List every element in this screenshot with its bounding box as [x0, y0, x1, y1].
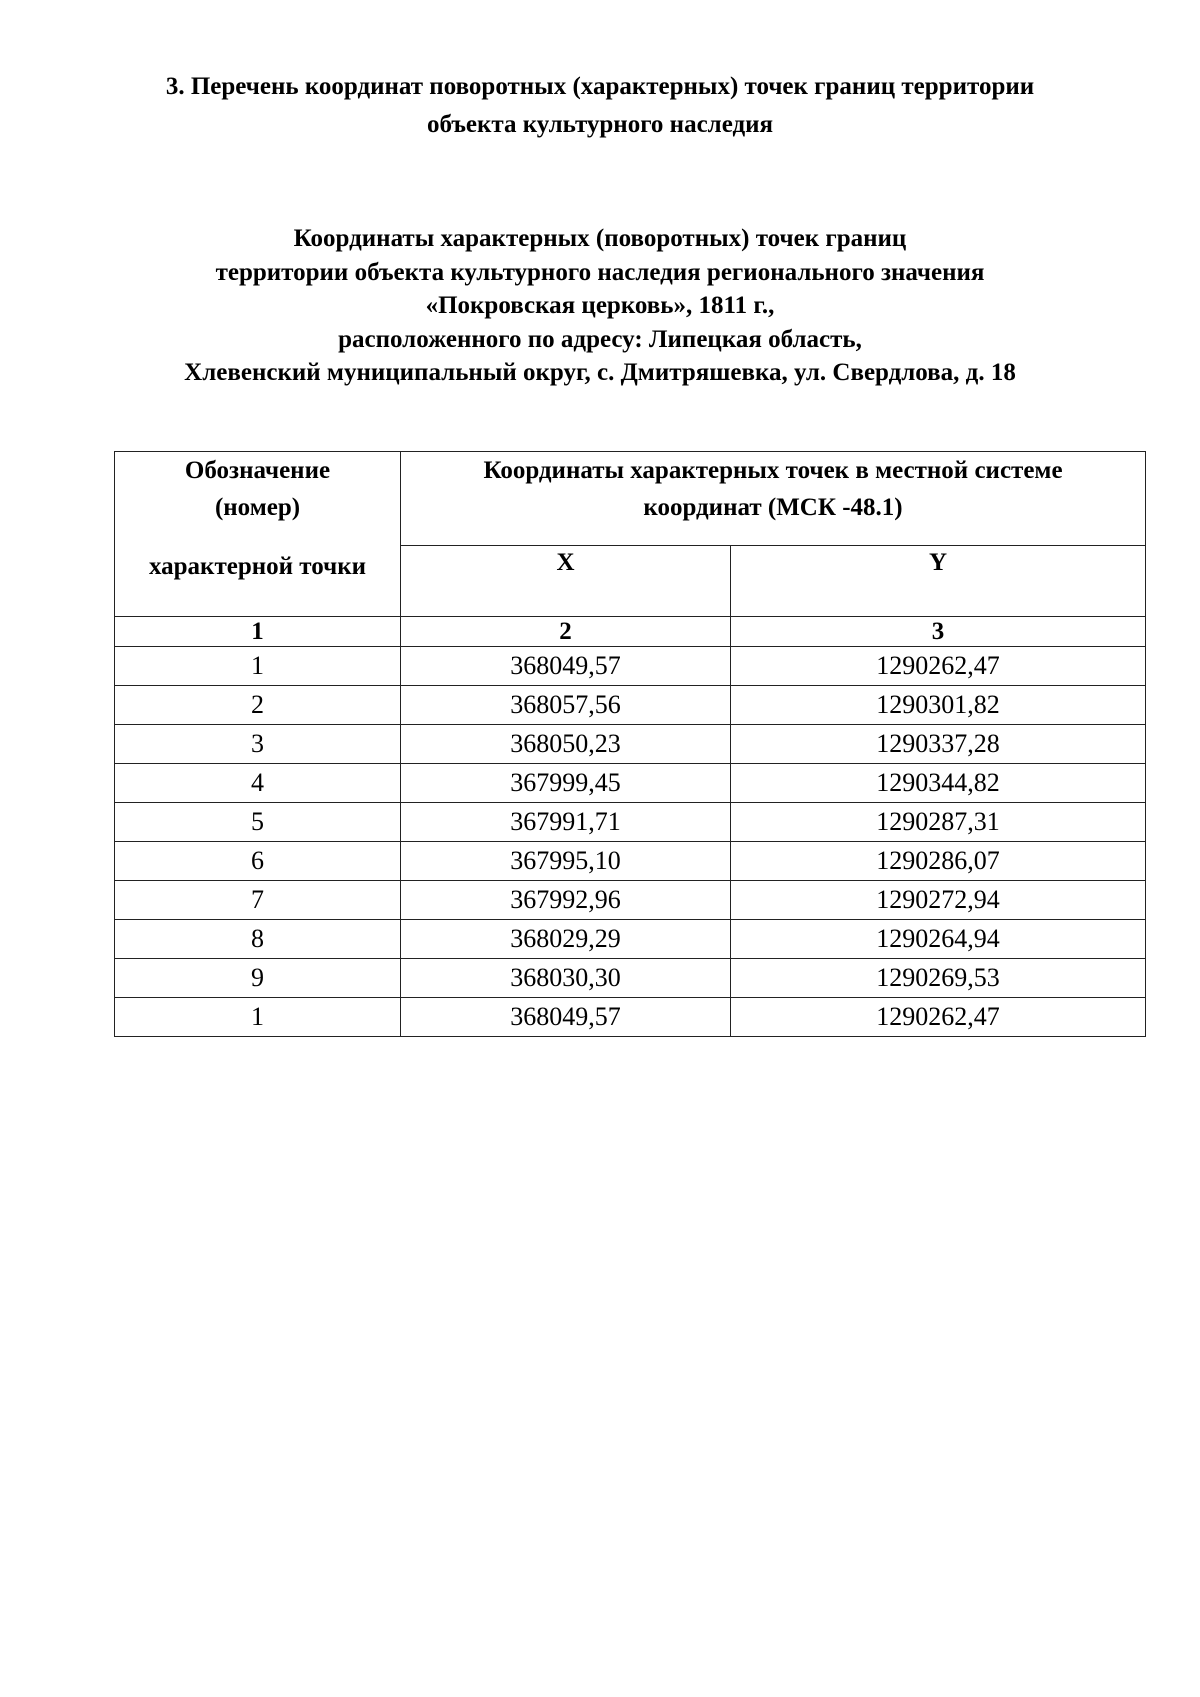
table-row — [115, 998, 1146, 1037]
header-text: Обозначение — [184, 457, 331, 484]
table-row — [115, 725, 1146, 764]
y-coordinate-cell: 1290264,94 — [731, 920, 1146, 959]
x-coordinate-cell: 367999,45 — [401, 764, 731, 803]
table-caption-line: Координаты характерных (поворотных) точек границ — [293, 225, 907, 252]
y-coordinate-cell: 1290262,47 — [731, 998, 1146, 1037]
table-caption-line: «Покровская церковь», 1811 г., — [425, 292, 775, 319]
table-row — [115, 920, 1146, 959]
point-number-cell: 1 — [115, 998, 401, 1037]
x-coordinate-cell: 368049,57 — [401, 647, 731, 686]
section-title-line: 3. Перечень координат поворотных (характерных) точек границ территории — [165, 73, 1035, 100]
table-row — [115, 647, 1146, 686]
table-caption-line: территории объекта культурного наследия регионального значения — [215, 258, 985, 286]
x-column-header: X — [401, 546, 731, 617]
table-row — [115, 881, 1146, 920]
table-row — [115, 959, 1146, 998]
table-caption — [100, 222, 1100, 390]
point-number-cell: 8 — [115, 920, 401, 959]
column-number: 1 — [115, 617, 401, 647]
x-coordinate-cell: 367995,10 — [401, 842, 731, 881]
table-row — [115, 764, 1146, 803]
x-coordinate-cell: 368057,56 — [401, 686, 731, 725]
point-number-cell: 5 — [115, 803, 401, 842]
point-number-cell: 9 — [115, 959, 401, 998]
x-coordinate-cell: 368049,57 — [401, 998, 731, 1037]
section-title — [100, 68, 1100, 144]
point-number-cell: 2 — [115, 686, 401, 725]
header-text: Координаты характерных точек в местной системе — [483, 457, 1063, 484]
y-coordinate-cell: 1290269,53 — [731, 959, 1146, 998]
x-coordinate-cell: 368029,29 — [401, 920, 731, 959]
y-coordinate-cell: 1290337,28 — [731, 725, 1146, 764]
y-coordinate-cell: 1290287,31 — [731, 803, 1146, 842]
x-coordinate-cell: 367992,96 — [401, 881, 731, 920]
point-number-cell: 4 — [115, 764, 401, 803]
coordinates-table — [114, 451, 1146, 1037]
point-number-cell: 7 — [115, 881, 401, 920]
x-coordinate-cell: 368050,23 — [401, 725, 731, 764]
table-row — [115, 686, 1146, 725]
table-caption-line: Хлевенский муниципальный округ, с. Дмитряшевка, ул. Свердлова, д. 18 — [184, 359, 1016, 386]
point-designation-header — [115, 452, 401, 617]
header-text: (номер) — [214, 494, 301, 521]
y-coordinate-cell: 1290344,82 — [731, 764, 1146, 803]
x-coordinate-cell: 367991,71 — [401, 803, 731, 842]
header-text: координат (МСК -48.1) — [643, 494, 903, 521]
table-caption-line: расположенного по адресу: Липецкая область, — [338, 325, 862, 353]
x-coordinate-cell: 368030,30 — [401, 959, 731, 998]
table-row — [115, 842, 1146, 881]
y-coordinate-cell: 1290286,07 — [731, 842, 1146, 881]
y-column-header: Y — [731, 546, 1146, 617]
y-coordinate-cell: 1290301,82 — [731, 686, 1146, 725]
point-number-cell: 6 — [115, 842, 401, 881]
column-number-row — [115, 617, 1146, 647]
point-number-cell: 1 — [115, 647, 401, 686]
y-coordinate-cell: 1290272,94 — [731, 881, 1146, 920]
point-number-cell: 3 — [115, 725, 401, 764]
y-coordinate-cell: 1290262,47 — [731, 647, 1146, 686]
column-number: 2 — [401, 617, 731, 647]
header-text: характерной точки — [148, 553, 367, 580]
column-number: 3 — [731, 617, 1146, 647]
section-title-line: объекта культурного наследия — [426, 111, 774, 138]
coordinates-header — [401, 452, 1146, 546]
table-row — [115, 803, 1146, 842]
